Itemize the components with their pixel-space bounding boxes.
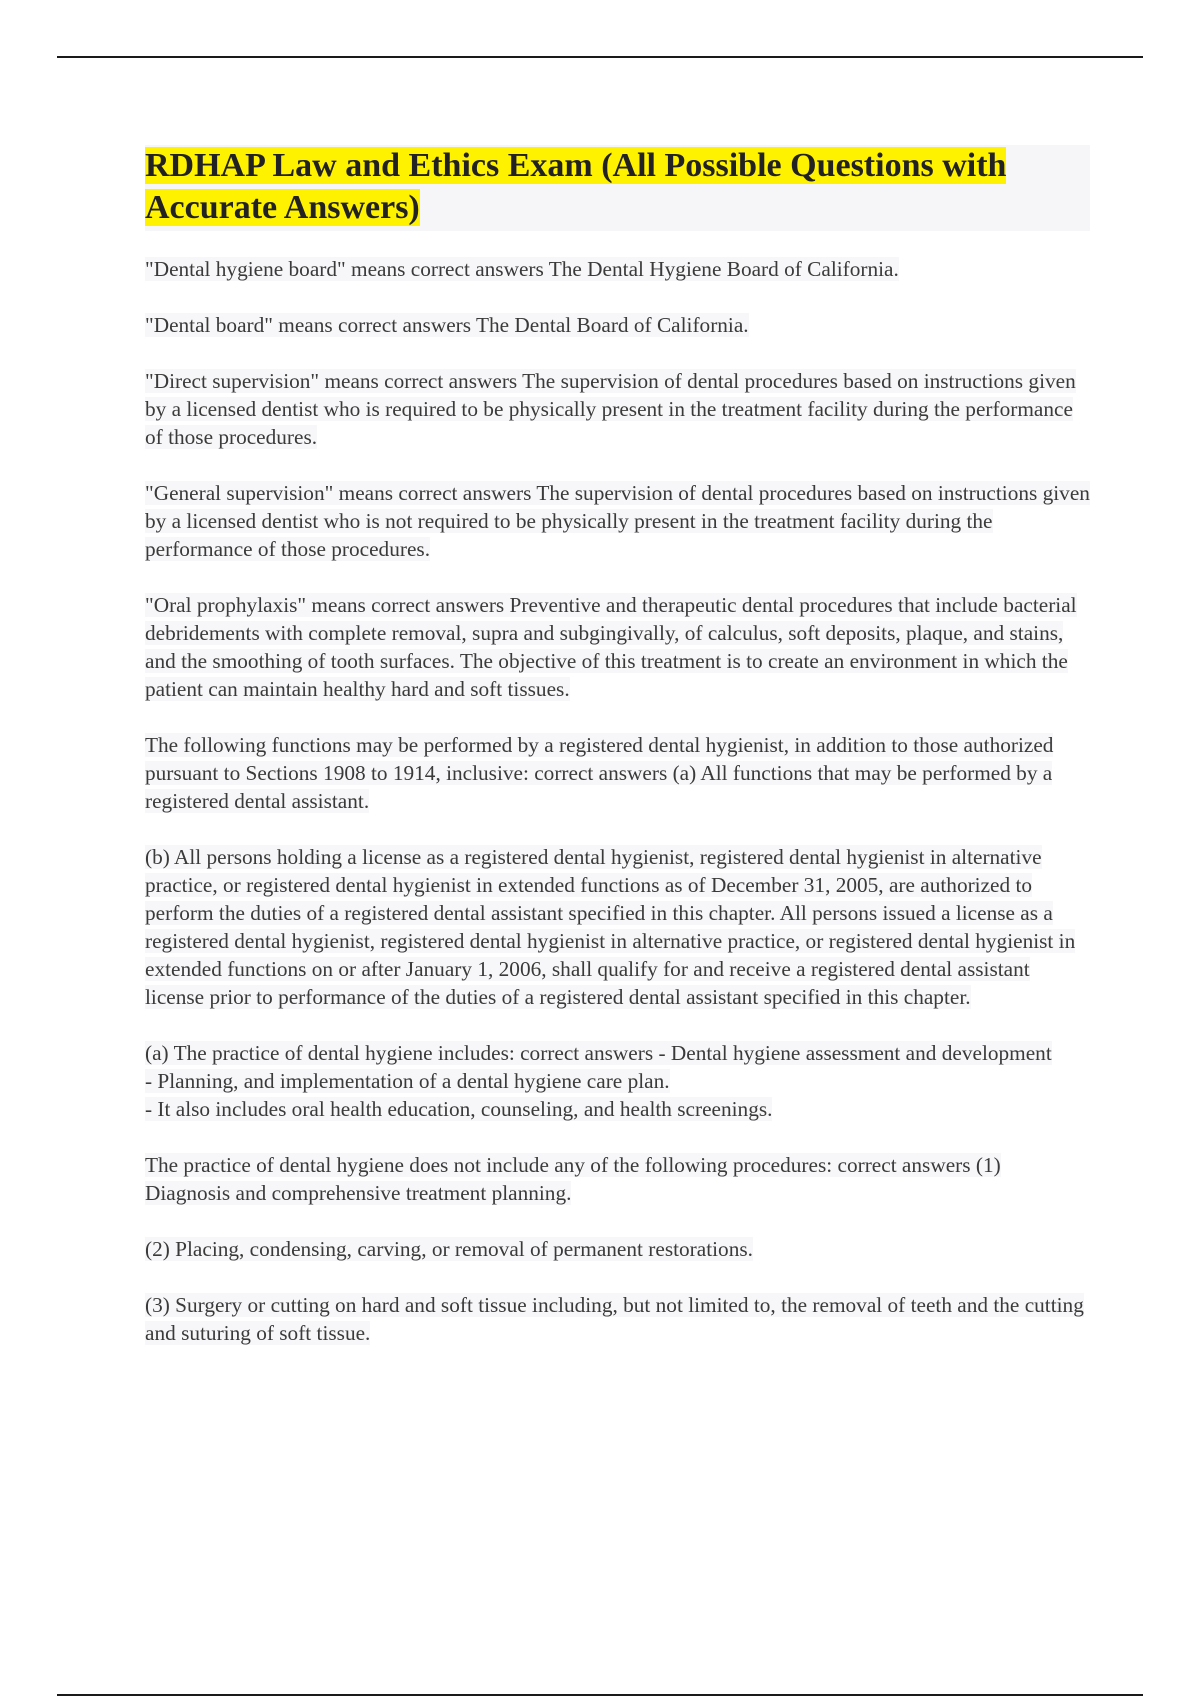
qa-entry-text: The following functions may be performed by a registered dental hygienist, in addition to those authorized pursuant to Sections 1908 to 1914, inclusive: correct answers (a) All functions that may be performed by a registered dental assistant.	[145, 733, 1054, 813]
qa-entry-text: - Planning, and implementation of a dental hygiene care plan.	[145, 1069, 670, 1093]
qa-entry-direct-supervision	[145, 367, 1090, 451]
qa-entry-text: "Dental board" means correct answers The Dental Board of California.	[145, 313, 749, 337]
qa-entry-restorations	[145, 1235, 1090, 1263]
footer-rule	[57, 1694, 1143, 1696]
qa-entry-surgery	[145, 1291, 1090, 1347]
document-title	[145, 145, 1090, 229]
qa-entry-oral-prophylaxis	[145, 591, 1090, 703]
title-block	[145, 145, 1090, 231]
qa-entry-practice-excludes	[145, 1151, 1090, 1207]
qa-entry-rda-license	[145, 843, 1090, 1011]
qa-entry-dental-board	[145, 311, 1090, 339]
qa-entry-text: "Direct supervision" means correct answers The supervision of dental procedures based on instructions given by a licensed dentist who is required to be physically present in the treatment facility during the performance of those procedures.	[145, 369, 1076, 449]
qa-entry-text: (3) Surgery or cutting on hard and soft tissue including, but not limited to, the removal of teeth and the cutting and suturing of soft tissue.	[145, 1293, 1084, 1345]
qa-entry-text: "Oral prophylaxis" means correct answers Preventive and therapeutic dental procedures that include bacterial debridements with complete removal, supra and subgingivally, of calculus, soft deposits, plaque, and stains, and the smoothing of tooth surfaces. The objective of this treatment is to create an environment in which the patient can maintain healthy hard and soft tissues.	[145, 593, 1077, 701]
qa-entry-text: (2) Placing, condensing, carving, or removal of permanent restorations.	[145, 1237, 753, 1261]
qa-entry-text: "General supervision" means correct answers The supervision of dental procedures based on instructions given by a licensed dentist who is not required to be physically present in the treatment facility during the performance of those procedures.	[145, 481, 1090, 561]
header-rule	[57, 56, 1143, 58]
document-body	[145, 145, 1090, 1375]
qa-entry-text: (a) The practice of dental hygiene includes: correct answers - Dental hygiene assessment and development	[145, 1041, 1052, 1065]
qa-entry-line	[145, 1039, 1090, 1067]
qa-entry-text: - It also includes oral health education, counseling, and health screenings.	[145, 1097, 773, 1121]
qa-entry-general-supervision	[145, 479, 1090, 563]
qa-entry-text: "Dental hygiene board" means correct answers The Dental Hygiene Board of California.	[145, 257, 899, 281]
qa-entry-practice-includes	[145, 1039, 1090, 1123]
qa-entry-dental-hygiene-board	[145, 255, 1090, 283]
document-title-highlight: RDHAP Law and Ethics Exam (All Possible Questions with Accurate Answers)	[145, 147, 1007, 226]
qa-entry-text: The practice of dental hygiene does not include any of the following procedures: correct answers (1) Diagnosis and comprehensive treatment planning.	[145, 1153, 1001, 1205]
qa-entry-text: (b) All persons holding a license as a registered dental hygienist, registered dental hygienist in alternative practice, or registered dental hygienist in extended functions as of December 31, 2005, are authorized to perform the duties of a registered dental assistant specified in this chapter. All persons issued a license as a registered dental hygienist, registered dental hygienist in alternative practice, or registered dental hygienist in extended functions on or after January 1, 2006, shall qualify for and receive a registered dental assistant license prior to performance of the duties of a registered dental assistant specified in this chapter.	[145, 845, 1076, 1009]
qa-entry-rdh-functions	[145, 731, 1090, 815]
qa-entry-line	[145, 1067, 1090, 1095]
qa-entry-line	[145, 1095, 1090, 1123]
